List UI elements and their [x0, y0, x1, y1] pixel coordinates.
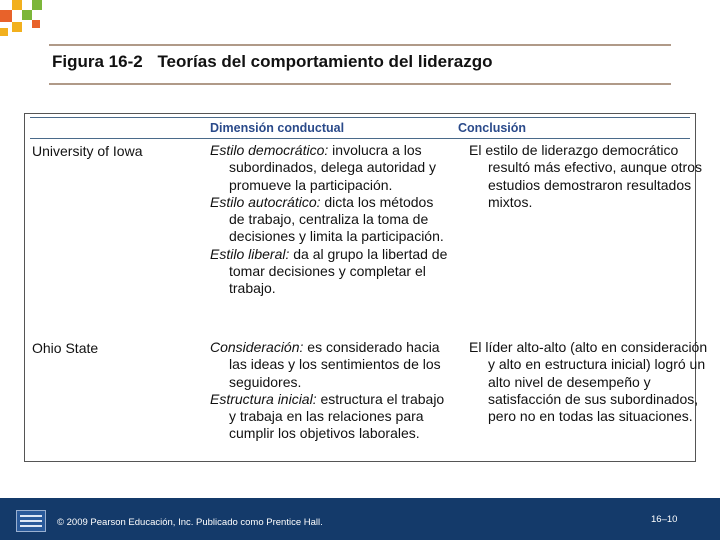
dimension-item: Estilo democrático: involucra a los subordinados, delega autoridad y promueve la participación. — [210, 142, 437, 193]
title-bottom-rule — [49, 83, 671, 85]
pearson-prentice-hall-logo-icon — [16, 510, 46, 532]
dimension-item: Estilo liberal: da al grupo la libertad de tomar decisiones y completar el trabajo. — [210, 245, 448, 297]
conclusion-cell-iowa: El estilo de liderazgo democrático resultó más efectivo, aunque otros estudios demostraron resultados mixtos. — [469, 142, 703, 210]
table-header-rule — [30, 138, 690, 139]
copyright-text: © 2009 Pearson Educación, Inc. Publicado como Prentice Hall. — [57, 517, 323, 528]
row-label-ohio: Ohio State — [32, 340, 99, 356]
dimension-item: Estructura inicial: estructura el trabajo y trabaja en las relaciones para cumplir los objetivos laborales. — [210, 390, 445, 442]
table-top-rule — [30, 117, 690, 118]
footer-bar — [0, 498, 720, 540]
column-header-dimension: Dimensión conductual — [210, 121, 345, 135]
corner-decoration-icon — [0, 0, 48, 40]
row-label-iowa: University of Iowa — [32, 143, 143, 159]
page-title — [52, 52, 492, 72]
dimension-item: Estilo autocrático: dicta los métodos de trabajo, centraliza la toma de decisiones y limita la participación. — [210, 193, 444, 245]
title-top-rule — [49, 44, 671, 46]
dimension-cell-iowa — [210, 142, 450, 298]
dimension-cell-ohio — [210, 339, 450, 443]
figure-number: Figura 16-2 — [52, 52, 143, 71]
leadership-table — [24, 113, 708, 462]
page-number: 16–10 — [651, 514, 678, 525]
column-header-conclusion: Conclusión — [458, 121, 527, 135]
figure-title: Teorías del comportamiento del liderazgo — [157, 52, 493, 71]
dimension-item: Consideración: es considerado hacia las ideas y los sentimientos de los seguidores. — [210, 339, 441, 390]
conclusion-cell-ohio: El líder alto-alto (alto en consideración y alto en estructura inicial) logró un alto nivel de desempeño y satisfacción de sus subordinados, pero no en todas las situaciones. — [469, 339, 708, 425]
